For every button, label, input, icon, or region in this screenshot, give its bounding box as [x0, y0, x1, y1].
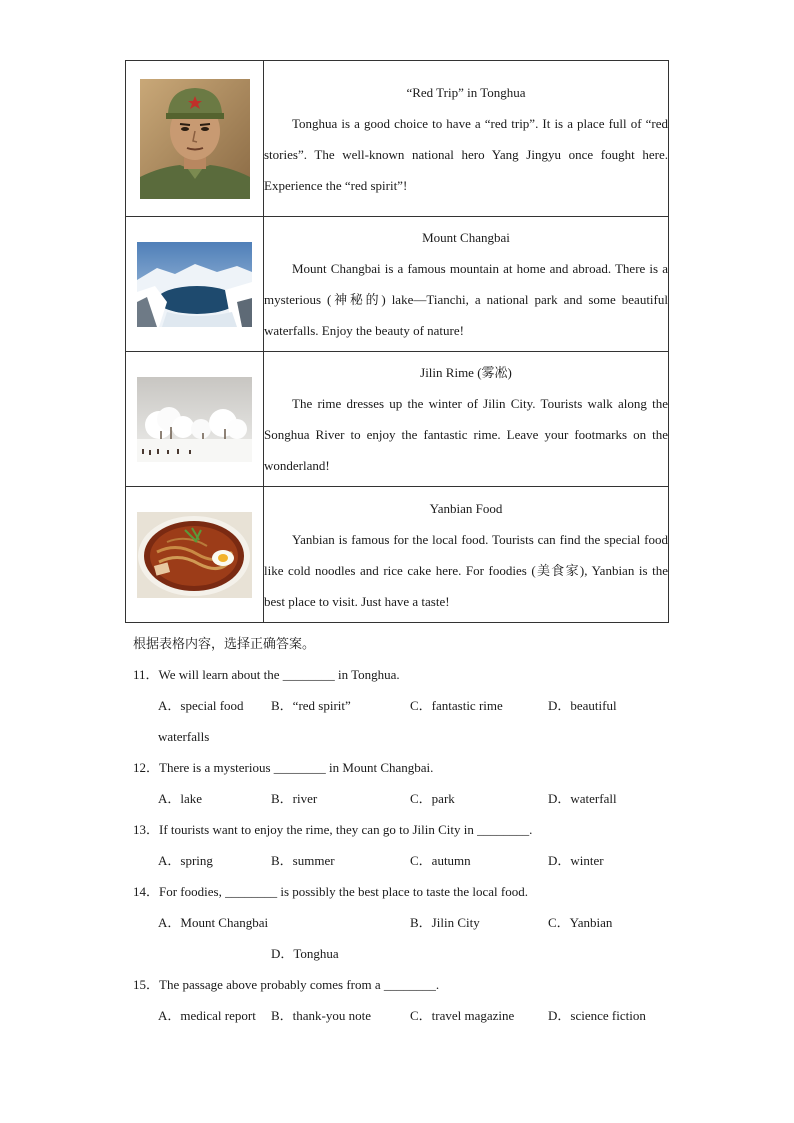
attraction-text-cell: [264, 487, 669, 623]
image-cell: [126, 217, 264, 352]
question-15: 15．The passage above probably comes from a ________.: [133, 977, 440, 992]
question-12: 12．There is a mysterious ________ in Mount Changbai.: [133, 760, 434, 775]
image-cell: [126, 352, 264, 487]
option-a[interactable]: A．lake: [158, 791, 203, 806]
option-d[interactable]: D．winter: [548, 853, 604, 868]
option-a[interactable]: A．spring: [158, 853, 213, 868]
option-d[interactable]: D．science fiction: [548, 1008, 646, 1023]
option-d[interactable]: D．beautiful: [548, 698, 617, 713]
hero-portrait-image: [140, 79, 250, 199]
mountain-lake-image: [137, 242, 252, 327]
question-11: 11．We will learn about the ________ in Tonghua.: [133, 667, 400, 682]
attraction-title: “Red Trip” in Tonghua: [406, 84, 526, 100]
rime-trees-image: [137, 377, 252, 462]
attraction-description: Mount Changbai is a famous mountain at home and abroad. There is a mysterious (神秘的) lake—Tianchi, a national park and some beautiful waterfalls. Enjoy the beauty of nature!: [264, 261, 668, 338]
option-b[interactable]: B．thank-you note: [271, 1008, 372, 1023]
options-15: [158, 1000, 673, 1031]
question-14: 14．For foodies, ________ is possibly the best place to taste the local food.: [133, 884, 528, 899]
option-d[interactable]: D．Tonghua: [271, 946, 339, 961]
option-d[interactable]: D．waterfall: [548, 791, 617, 806]
table-row: [126, 352, 669, 487]
attraction-title: Mount Changbai: [422, 230, 510, 245]
attraction-text-cell: [264, 352, 669, 487]
option-b[interactable]: B．river: [271, 791, 318, 806]
table-row: [126, 487, 669, 623]
option-c[interactable]: C．travel magazine: [410, 1008, 515, 1023]
option-b[interactable]: B．Jilin City: [410, 915, 480, 930]
option-b[interactable]: B．summer: [271, 853, 335, 868]
attraction-description: Yanbian is famous for the local food. Tourists can find the special food like cold noodles and rice cake here. For foodies (美食家), Yanbian is the best place to visit. Just have a taste!: [264, 531, 668, 609]
option-a[interactable]: A．Mount Changbai: [158, 915, 269, 930]
attraction-description: The rime dresses up the winter of Jilin City. Tourists walk along the Songhua River to enjoy the fantastic rime. Leave your footmarks on the wonderland!: [264, 396, 668, 473]
options-13: [158, 845, 673, 876]
option-d-continuation: waterfalls: [158, 729, 210, 744]
option-b[interactable]: B．“red spirit”: [271, 698, 351, 713]
option-a[interactable]: A．medical report: [158, 1008, 256, 1023]
option-c[interactable]: C．autumn: [410, 853, 471, 868]
table-row: [126, 217, 669, 352]
image-cell: [126, 61, 264, 217]
table-row: [126, 61, 669, 217]
options-14-row2: [158, 938, 673, 969]
attraction-title: Jilin Rime (雾凇): [420, 365, 512, 380]
instruction: 根据表格内容，选择正确答案。: [133, 636, 316, 651]
attraction-text-cell: [264, 61, 669, 217]
question-13: 13．If tourists want to enjoy the rime, they can go to Jilin City in ________.: [133, 822, 533, 837]
question-section: [133, 628, 673, 1031]
options-14: [158, 907, 673, 938]
image-cell: [126, 487, 264, 623]
option-c[interactable]: C．Yanbian: [548, 915, 613, 930]
option-c[interactable]: C．park: [410, 791, 455, 806]
option-c[interactable]: C．fantastic rime: [410, 698, 503, 713]
attraction-description: Tonghua is a good choice to have a “red trip”. It is a place full of “red stories”. The well-known national hero Yang Jingyu once fought here. Experience the “red spirit”!: [264, 115, 668, 193]
option-a[interactable]: A．special food: [158, 698, 244, 713]
attraction-title: Yanbian Food: [429, 500, 503, 516]
options-12: [158, 783, 673, 814]
noodle-bowl-image: [137, 512, 252, 598]
attraction-text-cell: [264, 217, 669, 352]
options-11: [158, 690, 673, 721]
attractions-table: [125, 60, 669, 623]
